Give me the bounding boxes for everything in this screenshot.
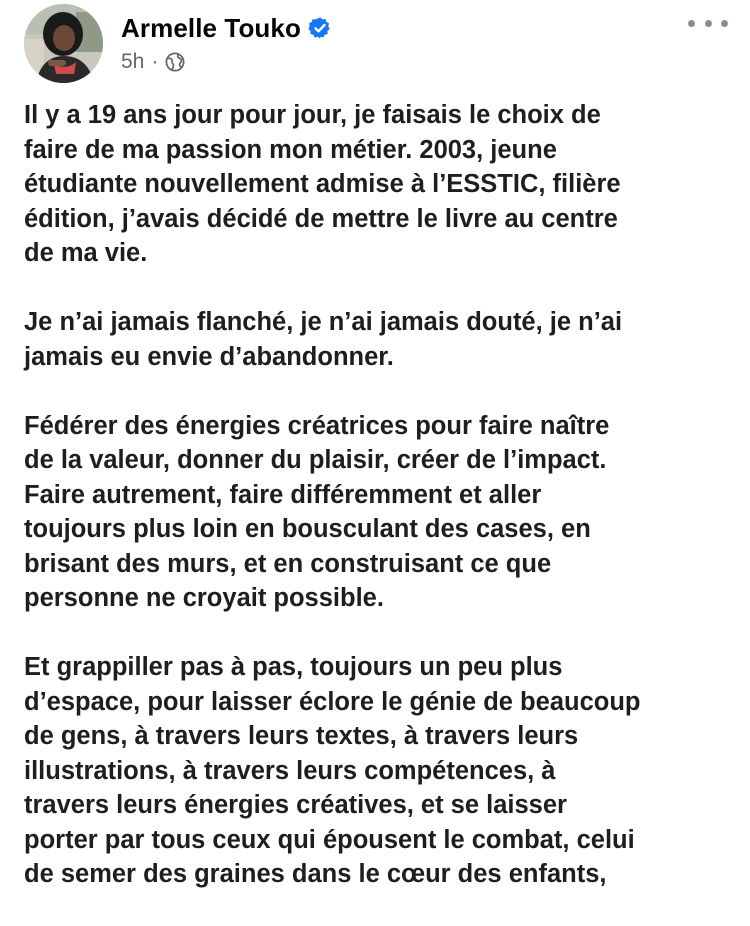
text-line: d’espace, pour laisser éclore le génie de beaucoup: [24, 687, 641, 716]
post-paragraph: [24, 305, 736, 374]
post-paragraph: [24, 650, 736, 892]
author-row: [121, 10, 332, 46]
text-line: de gens, à travers leurs textes, à travers leurs: [24, 722, 579, 750]
text-line: étudiante nouvellement admise à l’ESSTIC, filière: [24, 170, 621, 198]
text-line: de semer des graines dans le cœur des enfants,: [24, 860, 607, 888]
text-line: brisant des murs, et en construisant ce que: [24, 549, 552, 578]
text-line: travers leurs énergies créatives, et se laisser: [24, 791, 567, 819]
avatar[interactable]: [24, 4, 103, 83]
more-options-icon: [688, 20, 695, 27]
post-header: [0, 0, 750, 90]
text-line: Fédérer des énergies créatrices pour faire naître: [24, 411, 610, 440]
text-line: de ma vie.: [24, 239, 148, 267]
text-line: toujours plus loin en bousculant des cases, en: [24, 515, 591, 543]
meta-separator: ·: [151, 50, 159, 73]
text-line: édition, j’avais décidé de mettre le livre au centre: [24, 204, 618, 233]
post-paragraph: [24, 98, 736, 271]
text-line: Et grappiller pas à pas, toujours un peu plus: [24, 653, 563, 681]
author-name[interactable]: Armelle Touko: [121, 12, 301, 43]
text-line: Faire autrement, faire différemment et aller: [24, 480, 542, 509]
globe-icon[interactable]: [165, 52, 185, 72]
post-paragraph: [24, 409, 736, 616]
text-line: Il y a 19 ans jour pour jour, je faisais le choix de: [24, 101, 601, 129]
text-line: porter par tous ceux qui épousent le combat, celui: [24, 825, 635, 854]
text-line: personne ne croyait possible.: [24, 584, 384, 612]
post-meta: [121, 48, 185, 76]
post-text: [24, 98, 736, 926]
text-line: Je n’ai jamais flanché, je n’ai jamais douté, je n’ai: [24, 308, 623, 336]
verified-badge-icon: [308, 16, 332, 40]
avatar-photo: [24, 4, 103, 83]
post-time[interactable]: 5h: [121, 50, 145, 73]
text-line: faire de ma passion mon métier. 2003, jeune: [24, 135, 557, 164]
text-line: illustrations, à travers leurs compétences, à: [24, 756, 556, 785]
text-line: jamais eu envie d’abandonner.: [24, 342, 394, 371]
text-line: de la valeur, donner du plaisir, créer de l’impact.: [24, 446, 607, 474]
more-options-button[interactable]: [688, 10, 728, 36]
